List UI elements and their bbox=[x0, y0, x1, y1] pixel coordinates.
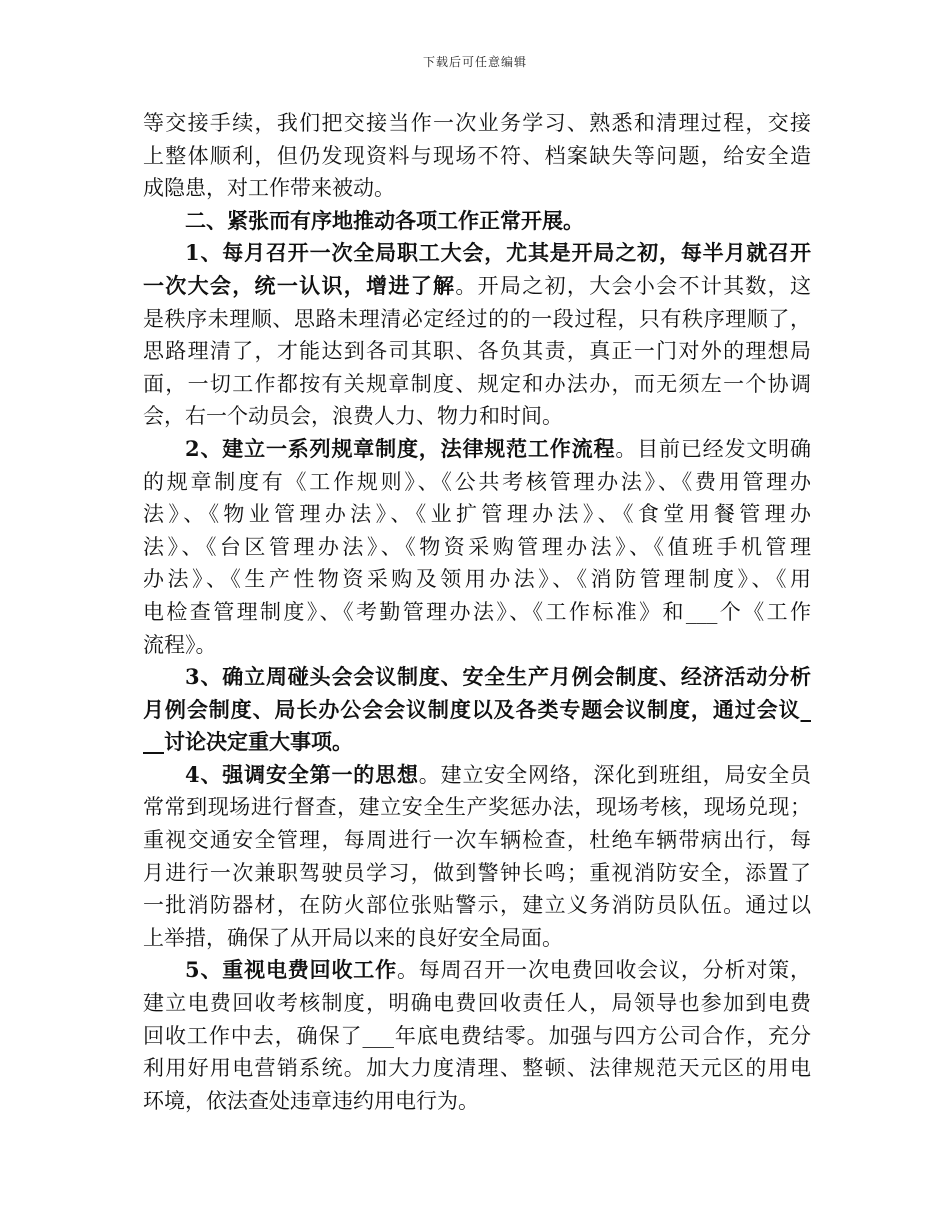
text-line bbox=[143, 433, 811, 466]
text-line bbox=[143, 661, 811, 694]
text-run: 。目前已经发文明确 bbox=[615, 436, 811, 461]
text-line bbox=[143, 1020, 811, 1053]
text-run: 上举措，确保了从开局以来的良好安全局面。 bbox=[143, 925, 563, 950]
bold-text-run: 月例会制度、局长办公会会议制度以及各类专题会议制度，通过会议_ bbox=[143, 696, 811, 722]
document-body bbox=[143, 107, 811, 1117]
text-line bbox=[143, 140, 811, 173]
page-header: 下载后可任意编辑 bbox=[422, 55, 527, 69]
bold-text-run: 4、强调安全第一的思想 bbox=[185, 761, 419, 787]
text-line bbox=[143, 335, 811, 368]
text-run: 月进行一次兼职驾驶员学习，做到警钟长鸣；重视消防安全，添置了 bbox=[143, 860, 811, 885]
text-line bbox=[143, 954, 811, 987]
text-run: 会，右一个动员会，浪费人力、物力和时间。 bbox=[143, 404, 563, 429]
text-run: 法》、《物业管理办法》、《业扩管理办法》、《食堂用餐管理办 bbox=[143, 502, 811, 527]
text-run: 环境，依法查处违章违约用电行为。 bbox=[143, 1088, 479, 1113]
text-line bbox=[143, 531, 811, 564]
text-line bbox=[143, 1052, 811, 1085]
text-run: 利用好用电营销系统。加大力度清理、整顿、法律规范天元区的用电 bbox=[143, 1056, 811, 1081]
text-line bbox=[143, 1085, 811, 1118]
text-run: 流程》。 bbox=[143, 632, 217, 657]
text-line bbox=[143, 694, 811, 727]
text-run: 思路理清了，才能达到各司其职、各负其责，真正一门对外的理想局 bbox=[143, 339, 811, 364]
text-run: 。每周召开一次电费回收会议，分析对策， bbox=[396, 958, 811, 983]
text-line bbox=[143, 987, 811, 1020]
text-run: 电检查管理制度》、《考勤管理办法》、《工作标准》和___个《工作 bbox=[143, 599, 811, 624]
text-line bbox=[143, 303, 811, 336]
text-run: 一批消防器材，在防火部位张贴警示，建立义务消防员队伍。通过以 bbox=[143, 893, 811, 918]
text-line bbox=[143, 368, 811, 401]
bold-text-run: 2、建立一系列规章制度，法律规范工作流程 bbox=[185, 435, 616, 461]
bold-text-run: 3、确立周碰头会会议制度、安全生产月例会制度、经济活动分析 bbox=[185, 664, 811, 690]
text-run: 法》、《台区管理办法》、《物资采购管理办法》、《值班手机管理 bbox=[143, 534, 811, 559]
text-line bbox=[143, 791, 811, 824]
text-line bbox=[143, 400, 811, 433]
text-run: 办法》、《生产性物资采购及领用办法》、《消防管理制度》、《用 bbox=[143, 567, 811, 592]
text-line bbox=[143, 596, 811, 629]
bold-text-run: __讨论决定重大事项。 bbox=[143, 729, 353, 755]
text-run: 重视交通安全管理，每周进行一次车辆检查，杜绝车辆带病出行，每 bbox=[143, 828, 811, 853]
text-line bbox=[143, 205, 811, 238]
text-line bbox=[143, 270, 811, 303]
text-run: 的规章制度有《工作规则》、《公共考核管理办法》、《费用管理办 bbox=[143, 469, 811, 494]
text-line bbox=[143, 857, 811, 890]
text-line bbox=[143, 629, 811, 662]
text-run: 常常到现场进行督查，建立安全生产奖惩办法，现场考核，现场兑现； bbox=[143, 795, 811, 820]
bold-text-run: 5、重视电费回收工作 bbox=[185, 957, 397, 983]
text-line bbox=[143, 922, 811, 955]
text-line bbox=[143, 107, 811, 140]
text-line bbox=[143, 824, 811, 857]
text-line bbox=[143, 759, 811, 792]
text-line bbox=[143, 889, 811, 922]
text-run: 面，一切工作都按有关规章制度、规定和办法办，而无须左一个协调 bbox=[143, 371, 811, 396]
text-run: 。开局之初，大会小会不计其数，这 bbox=[455, 273, 811, 298]
text-line bbox=[143, 172, 811, 205]
text-line bbox=[143, 466, 811, 499]
text-run: 。建立安全网络，深化到班组，局安全员 bbox=[418, 762, 811, 787]
text-run: 回收工作中去，确保了___年底电费结零。加强与四方公司合作，充分 bbox=[143, 1023, 811, 1048]
text-run: 成隐患，对工作带来被动。 bbox=[143, 176, 395, 201]
bold-text-run: 1、每月召开一次全局职工大会，尤其是开局之初，每半月就召开 bbox=[185, 240, 811, 266]
bold-text-run: 一次大会，统一认识，增进了解 bbox=[143, 272, 456, 298]
text-run: 等交接手续，我们把交接当作一次业务学习、熟悉和清理过程，交接 bbox=[143, 111, 811, 135]
bold-text-run: 二、紧张而有序地推动各项工作正常开展。 bbox=[185, 207, 584, 233]
text-run: 是秩序未理顺、思路未理清必定经过的的一段过程，只有秩序理顺了， bbox=[143, 306, 811, 331]
text-run: 上整体顺利，但仍发现资料与现场不符、档案缺失等问题，给安全造 bbox=[143, 143, 811, 168]
text-line bbox=[143, 237, 811, 270]
text-line bbox=[143, 726, 811, 759]
text-line bbox=[143, 498, 811, 531]
text-run: 建立电费回收考核制度，明确电费回收责任人，局领导也参加到电费 bbox=[143, 991, 811, 1016]
text-line bbox=[143, 563, 811, 596]
